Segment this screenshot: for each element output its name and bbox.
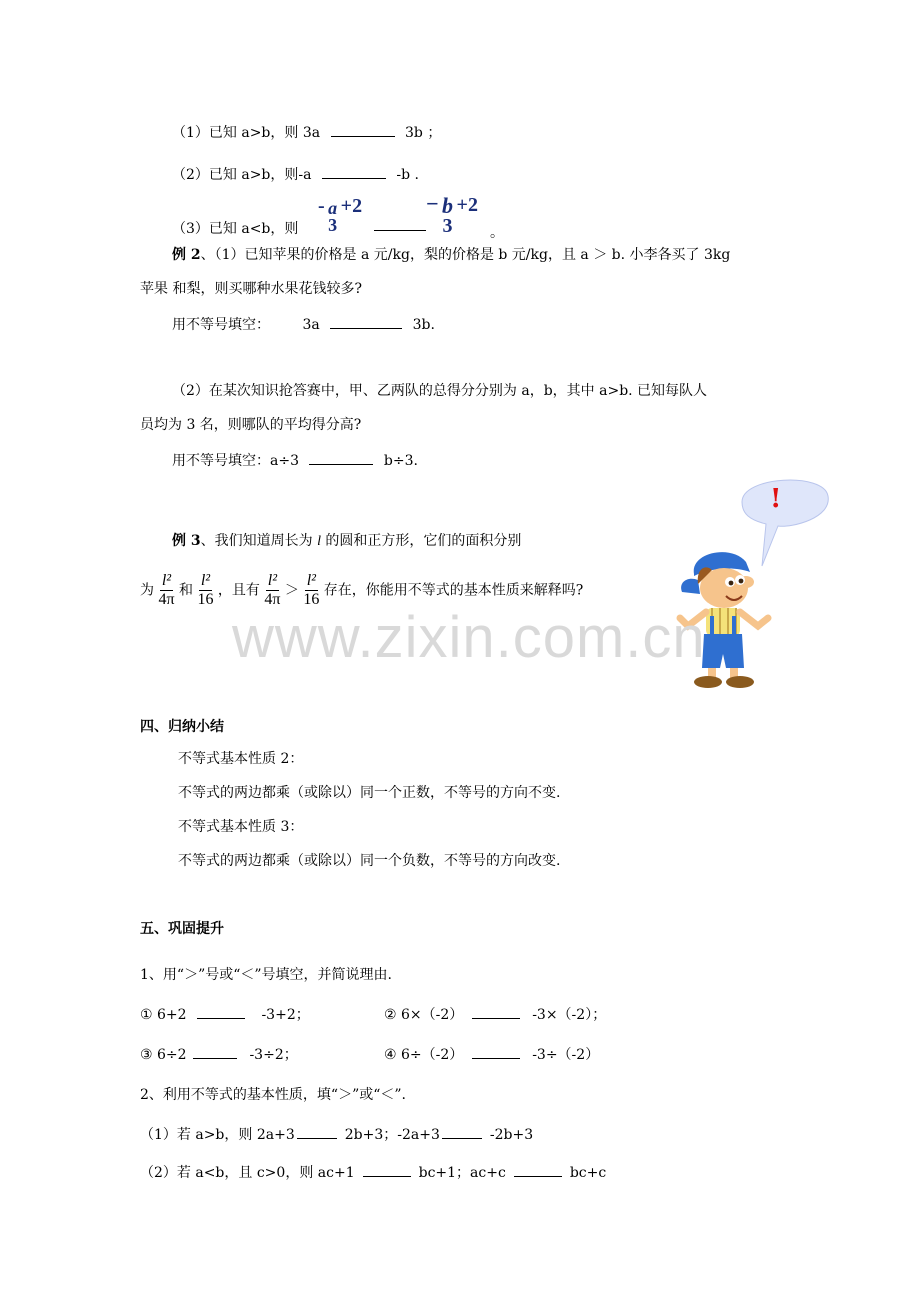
item1-left: ① 6+2 [140,1007,187,1023]
blank[interactable] [322,166,386,179]
item4-left: ④ 6÷（-2） [384,1047,464,1063]
ex3-line1-text: 、我们知道周长为 [200,533,313,549]
blank[interactable] [442,1126,482,1139]
ex3-line1 [172,530,521,550]
q1-line3 [172,218,298,238]
ex3-tail: 存在，你能用不等式的基本性质来解释吗? [323,582,584,599]
blank[interactable] [297,1126,337,1139]
ex3-qieyou: ，且有 [217,582,260,599]
ex3-wei: 为 [140,582,154,599]
blank[interactable] [514,1164,562,1177]
frac-den: 16 [303,591,320,608]
q1-line1-tail: 3b ； [405,125,442,141]
item3-left: ③ 6÷2 [140,1047,187,1063]
q1-line2-text: （2）已知 a>b，则-a [172,167,312,183]
ex2-p1a: 、（1）已知苹果的价格是 a 元/kg，梨的价格是 b 元/kg，且 a ＞ b. 小李各买了 3kg [200,247,731,263]
frac-num: l² [306,572,316,589]
blank[interactable] [330,316,402,329]
s2-part-c: bc+c [569,1165,607,1181]
ex2-fill1-a: 3a [302,317,320,333]
section5-title: 五、巩固提升 [140,921,224,937]
blank[interactable] [363,1164,411,1177]
ex3-line1b-text: 的圆和正方形，它们的面积分别 [325,533,522,549]
q1-line1-text: （1）已知 a>b，则 3a [172,125,321,141]
item1 [140,1004,310,1024]
sec5-q1: 1、用“＞”号或“＜”号填空，并简说理由. [140,967,392,983]
item4-right: -3÷（-2） [532,1047,600,1063]
frac-num: l² [161,572,172,589]
q1-line2-tail: -b . [396,167,419,183]
blank[interactable] [472,1006,520,1019]
expr-neg-a-over-3-plus-2: - a 3 +2 [318,195,363,235]
q1-line2 [172,164,419,184]
q1-line3-text: （3）已知 a<b，则 [172,221,299,237]
item2-left: ② 6×（-2） [384,1007,464,1023]
s1-part-b: 2b+3；-2a+3 [344,1127,440,1143]
sec5-s2 [140,1162,606,1182]
blank[interactable] [193,1046,237,1059]
ex2-fill2-text: 用不等号填空：a÷3 [172,453,299,469]
frac-den: 4π [264,591,281,608]
property3-title: 不等式基本性质 3： [178,819,304,835]
blank[interactable] [331,124,395,137]
sec5-s1 [140,1124,533,1144]
s2-part-b: bc+1；ac+c [418,1165,506,1181]
frac-num: l² [200,572,211,589]
blank[interactable] [374,218,426,231]
blank[interactable] [197,1006,245,1019]
frac-den: 16 [197,591,214,608]
s2-part-a: （2）若 a<b，且 c>0，则 ac+1 [140,1165,355,1181]
ex3-label: 例 3 [172,533,201,549]
fraction-l2-over-16 [197,572,213,609]
exclamation-mark: ! [770,484,782,514]
property3-text: 不等式的两边都乘（或除以）同一个负数，不等号的方向改变. [178,853,561,869]
item2-right: -3×（-2）； [532,1007,607,1023]
item3 [140,1044,298,1064]
ex2-p2a: （2）在某次知识抢答赛中，甲、乙两队的总得分分别为 a，b，其中 a>b. 已知每队人 [172,383,708,399]
ex3-gt: ＞ [284,582,299,599]
ex3-he: 和 [178,582,193,599]
item3-right: -3÷2； [249,1047,298,1063]
ex2-p2b: 员均为 3 名，则哪队的平均得分高? [140,417,362,433]
frac-num: l² [267,572,277,589]
blank[interactable] [472,1046,520,1059]
ex2-p1b: 苹果 和梨，则买哪种水果花钱较多? [140,281,362,297]
item4 [384,1044,599,1064]
expr-neg-b-over-3-plus-2: − b 3 +2 [426,191,478,237]
frac-den: 4π [158,591,175,608]
ex2-fill1-text: 用不等号填空： [172,317,270,333]
section4-title: 四、归纳小结 [140,719,224,735]
ex2-fill2 [172,450,418,470]
ex2-fill2-tail: b÷3. [383,453,418,469]
item2 [384,1004,606,1024]
s1-part-c: -2b+3 [489,1127,534,1143]
ex2-fill1-b: 3b. [412,317,435,333]
s1-part-a: （1）若 a>b，则 2a+3 [140,1127,295,1143]
property2-text: 不等式的两边都乘（或除以）同一个正数，不等号的方向不变. [178,785,561,801]
q1-line3-blank-wrap [374,218,426,235]
ex3-l-variable: l [317,534,321,549]
property2-title: 不等式基本性质 2： [178,751,304,767]
ex2-label: 例 2 [172,247,201,263]
q1-line1 [172,122,441,142]
watermark: www.zixin.com.cn [232,605,706,670]
blank[interactable] [309,452,373,465]
fraction-l2-over-4pi [158,572,174,609]
sec5-q2: 2、利用不等式的基本性质，填“＞”或“＜”. [140,1087,406,1103]
ex2-fill1 [172,314,435,334]
q1-line3-end: 。 [490,225,504,241]
ex2-line1 [172,244,730,264]
item1-right: -3+2； [261,1007,310,1023]
